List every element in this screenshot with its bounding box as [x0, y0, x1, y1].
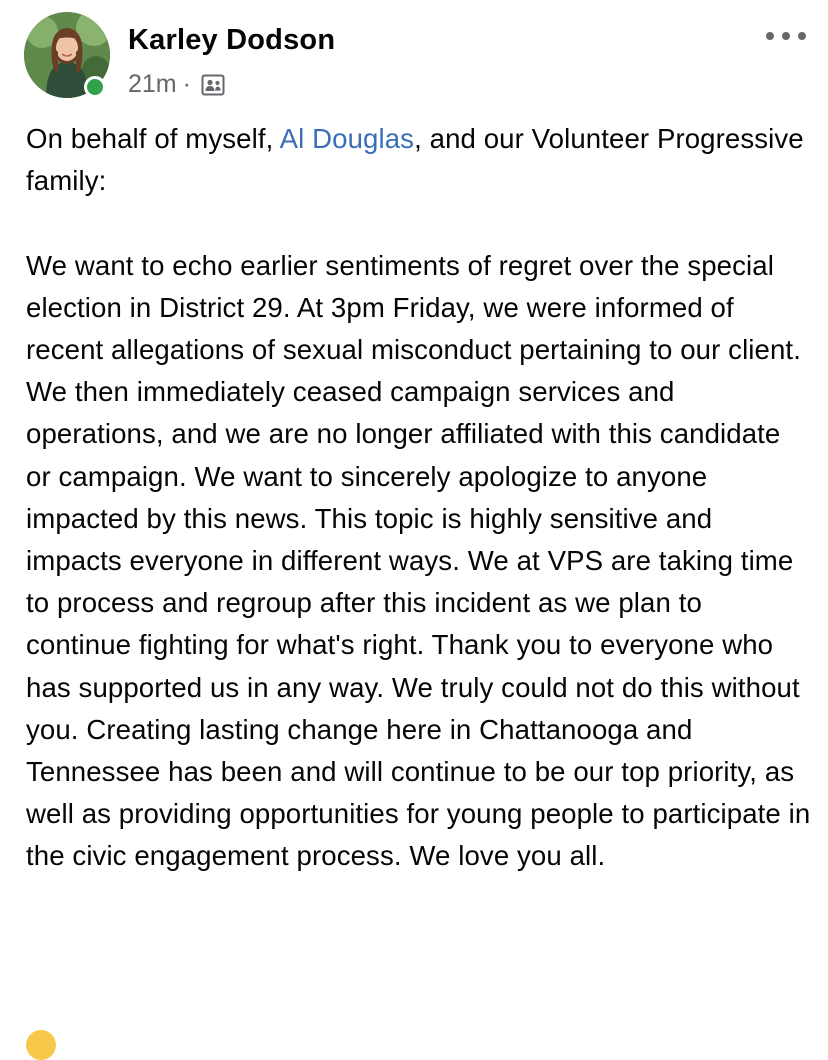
more-options-icon [782, 32, 790, 40]
more-options-button[interactable] [766, 26, 806, 46]
post-timestamp[interactable]: 21m [128, 70, 177, 98]
post-header [24, 12, 814, 104]
post-body [26, 118, 812, 878]
paragraph-text: On behalf of myself, [26, 123, 280, 154]
more-options-icon [766, 32, 774, 40]
paragraph-text: , and our Volunteer Progressive family: [26, 123, 804, 197]
post-paragraph [26, 118, 812, 202]
custom-audience-icon[interactable] [201, 74, 225, 96]
meta-separator: · [182, 70, 191, 98]
author-avatar[interactable] [24, 12, 110, 98]
reaction-emoji-icon [26, 1030, 56, 1060]
more-options-icon [798, 32, 806, 40]
online-status-icon [84, 76, 106, 98]
author-name[interactable]: Karley Dodson [128, 24, 336, 56]
post-paragraph: We want to echo earlier sentiments of regret over the special election in District 29. At 3pm Friday, we were informed of recent allegations of sexual misconduct pertaining to our client. We then immediately ceased campaign services and operations, and we are no longer affiliated with this candidate or campaign. We want to sincerely apologize to anyone impacted by this news. This topic is highly sensitive and impacts everyone in different ways. We at VPS are taking time to process and regroup after this incident as we plan to continue fighting for what's right. Thank you to everyone who has supported us in any way. We truly could not do this without you. Creating lasting change here in Chattanooga and Tennessee has been and will continue to be our top priority, as well as providing opportunities for young people to participate in the civic engagement process. We love you all. [26, 249, 811, 872]
mention-link[interactable]: Al Douglas [279, 123, 415, 154]
post-meta [128, 70, 225, 99]
